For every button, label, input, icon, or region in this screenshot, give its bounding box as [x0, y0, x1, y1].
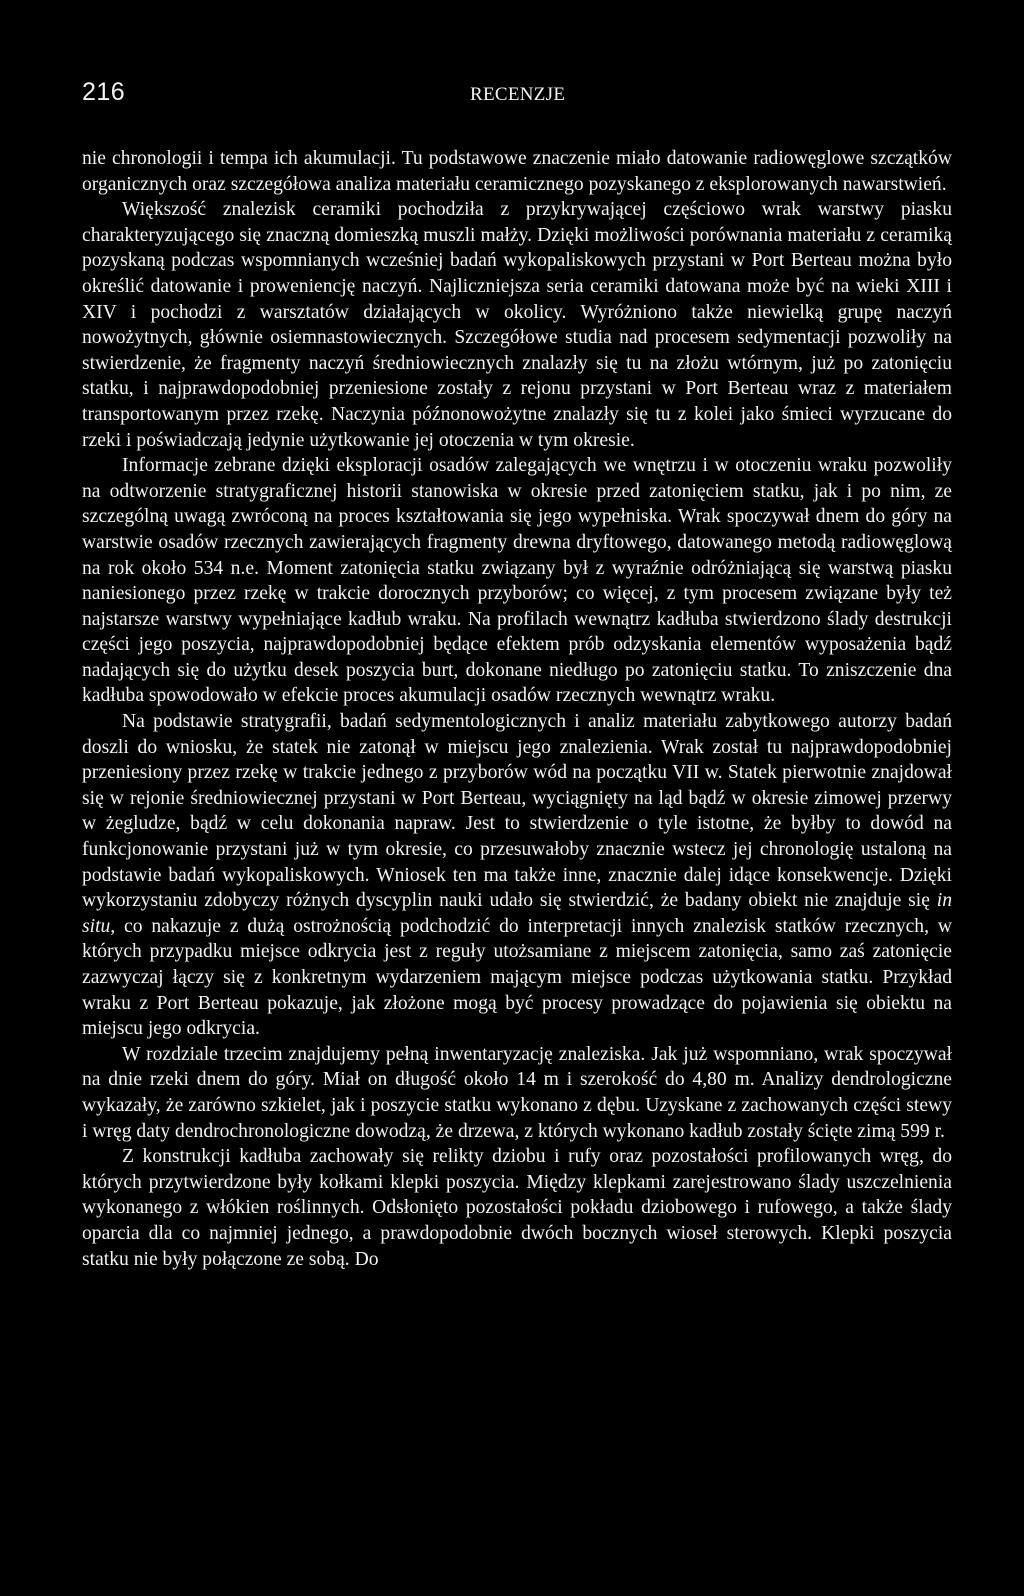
paragraph-4 — [82, 709, 952, 1042]
page-header — [82, 78, 938, 118]
paragraph-1: nie chronologii i tempa ich akumulacji. Tu podstawowe znaczenie miało datowanie radiowęglowe szczątków organicznych oraz szczegółowa analiza materiału ceramicznego pozyskanego z eksplorowanych nawarstwień. — [82, 148, 952, 195]
paragraph-4-text-before: Na podstawie stratygrafii, badań sedymentologicznych i analiz materiału zabytkowego autorzy badań doszli do wniosku, że statek nie zatonął w miejscu jego znalezienia. Wrak został tu najprawdopodobniej przeniesiony przez rzekę w trakcie jednego z przyborów wód na początku VII w. Statek pierwotnie znajdował się w rejonie średniowiecznej przystani w Port Berteau, wyciągnięty na ląd bądź w okresie zimowej przerwy w żegludze, bądź w celu dokonania napraw. Jest to stwierdzenie o tyle istotne, że byłby to dowód na funkcjonowanie przystani już w tym okresie, co przesuwałoby znacznie wstecz jej chronologię ustaloną na podstawie badań wykopaliskowych. Wniosek ten ma także inne, znacznie dalej idące konsekwencje. Dzięki wykorzystaniu zdobyczy różnych dyscyplin nauki udało się stwierdzić, że badany obiekt nie znajduje się — [82, 711, 952, 912]
paragraph-4-text-after: co nakazuje z dużą ostrożnością podchodzić do interpretacji innych znalezisk statków rzecznych, w których przypadku miejsce odkrycia jest z reguły utożsamiane z miejscem zatonięcia, samo zaś zatonięcie zazwyczaj łączy się z konkretnym wydarzeniem mającym miejsce podczas użytkowania statku. Przykład wraku z Port Berteau pokazuje, jak złożone mogą być procesy prowadzące do pojawienia się obiektu na miejscu jego odkrycia. — [82, 915, 952, 1040]
paragraph-2: Większość znalezisk ceramiki pochodziła z przykrywającej częściowo wrak warstwy piasku charakteryzującego się znaczną domieszką muszli małży. Dzięki możliwości porównania materiału z ceramiką pozyskaną podczas wspomnianych wcześniej badań wykopaliskowych przystani w Port Berteau można było określić datowanie i proweniencję naczyń. Najliczniejsza seria ceramiki datowana może być na wieki XIII i XIV i pochodzi z warsztatów działających w okolicy. Wyróżniono także niewielką grupę naczyń nowożytnych, głównie osiemnastowiecznych. Szczegółowe studia nad procesem sedymentacji pozwoliły na stwierdzenie, że fragmenty naczyń średniowiecznych znalazły się tu na złożu wtórnym, już po zatonięciu statku, i najprawdopodobniej przeniesione zostały z rejonu przystani w Port Berteau wraz z materiałem transportowanym przez rzekę. Naczynia późnonowożytne znalazły się tu z kolei jako śmieci wyrzucane do rzeki i poświadczają jedynie użytkowanie jej otoczenia w tym okresie. — [82, 199, 952, 451]
page-number: 216 — [82, 78, 126, 106]
paragraph-5: W rozdziale trzecim znajdujemy pełną inwentaryzację znaleziska. Jak już wspomniano, wrak spoczywał na dnie rzeki dnem do góry. Miał on długość około 14 m i szerokość do 4,80 m. Analizy dendrologiczne wykazały, że zarówno szkielet, jak i poszycie statku wykonano z dębu. Uzyskane z zachowanych części stewy i wręg daty dendrochronologiczne dowodzą, że drzewa, z których wykonano kadłub zostały ścięte zimą 599 r. — [82, 1043, 952, 1142]
paragraph-6: Z konstrukcji kadłuba zachowały się relikty dziobu i rufy oraz pozostałości profilowanych wręg, do których przytwierdzone były kołkami klepki poszycia. Między klepkami zarejestrowano ślady uszczelnienia wykonanego z włókien roślinnych. Odsłonięto pozostałości pokładu dziobowego i rufowego, a także ślady oparcia dla co najmniej jednego, a prawdopodobnie dwóch bocznych wioseł sterowych. Klepki poszycia statku nie były połączone ze sobą. Do — [82, 1146, 952, 1270]
paragraph-3: Informacje zebrane dzięki eksploracji osadów zalegających we wnętrzu i w otoczeniu wraku pozwoliły na odtworzenie stratygraficznej historii stanowiska w okresie przed zatonięciem statku, jak i po nim, ze szczególną uwagą zwróconą na proces kształtowania się jego wypełniska. Wrak spoczywał dnem do góry na warstwie osadów rzecznych zawierających fragmenty drewna dryftowego, datowanego metodą radiowęglową na rok około 534 n.e. Moment zatonięcia statku związany był z wyraźnie odróżniającą się warstwą piasku naniesionego przez rzekę w trakcie dorocznych przyborów; co więcej, z tym procesem związane były też najstarsze warstwy wypełniające kadłub wraku. Na profilach wewnątrz kadłuba stwierdzono ślady destrukcji części jego poszycia, najprawdopodobniej będące efektem prób odzyskania elementów wyposażenia bądź nadających się do użytku desek poszycia burt, dokonane niedługo po zatonięciu statku. To zniszczenie dna kadłuba spowodowało w efekcie proces akumulacji osadów rzecznych wewnątrz wraku. — [82, 455, 952, 707]
body-text — [82, 146, 952, 1272]
running-head: RECENZJE — [470, 84, 566, 105]
paragraph-4-emphasis: in situ, — [82, 890, 952, 937]
